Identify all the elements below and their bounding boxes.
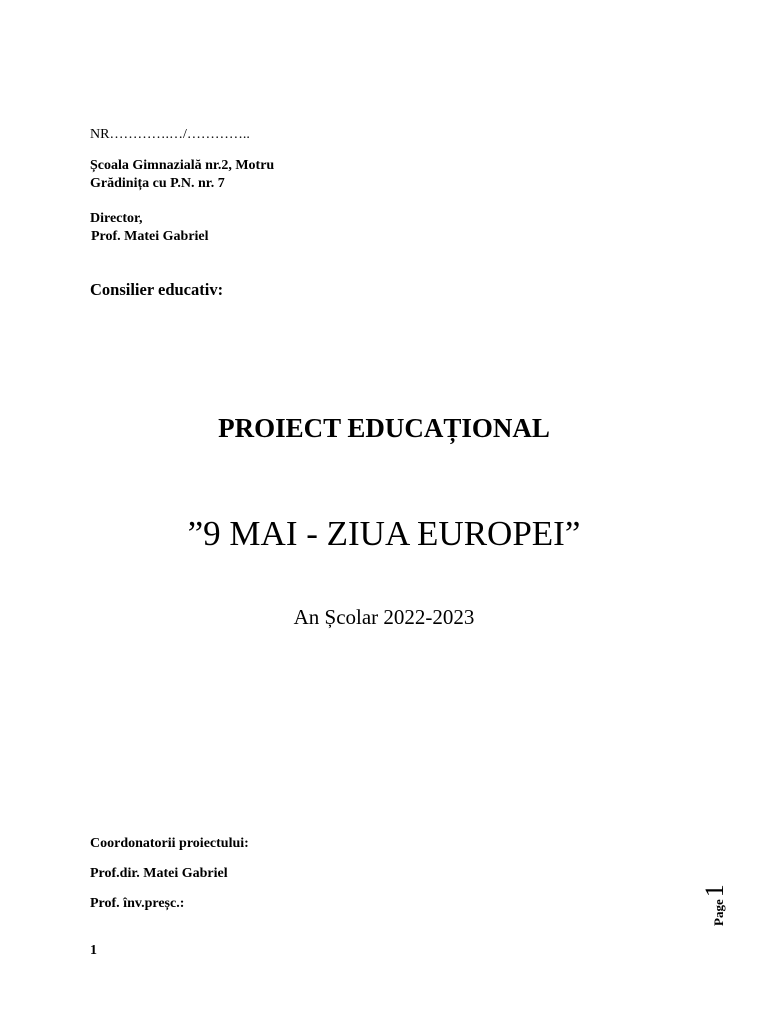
director-block: [90, 210, 209, 246]
registration-number: NR………….…/…………..: [90, 127, 250, 142]
school-name: Școala Gimnazială nr.2, Motru: [90, 158, 275, 173]
footer-page-number: 1: [90, 943, 97, 958]
director-name: Prof. Matei Gabriel: [91, 229, 209, 244]
school-block: [90, 157, 274, 193]
kindergarten-name: Grădinița cu P.N. nr. 7: [90, 176, 225, 191]
side-page-number: 1: [700, 884, 729, 898]
coordinators-label: Coordonatorii proiectului:: [90, 836, 249, 851]
coordinator-2: Prof. înv.preșc.:: [90, 896, 185, 911]
consilier-label: Consilier educativ:: [90, 280, 224, 299]
director-label: Director,: [90, 211, 143, 226]
school-year: An Școlar 2022-2023: [293, 605, 475, 629]
project-type-heading: PROIECT EDUCAȚIONAL: [218, 413, 550, 443]
side-page-marker: [700, 866, 740, 926]
side-page-word: Page: [711, 899, 726, 926]
coordinator-1: Prof.dir. Matei Gabriel: [90, 866, 228, 881]
project-title: ”9 MAI - ZIUA EUROPEI”: [187, 514, 581, 553]
